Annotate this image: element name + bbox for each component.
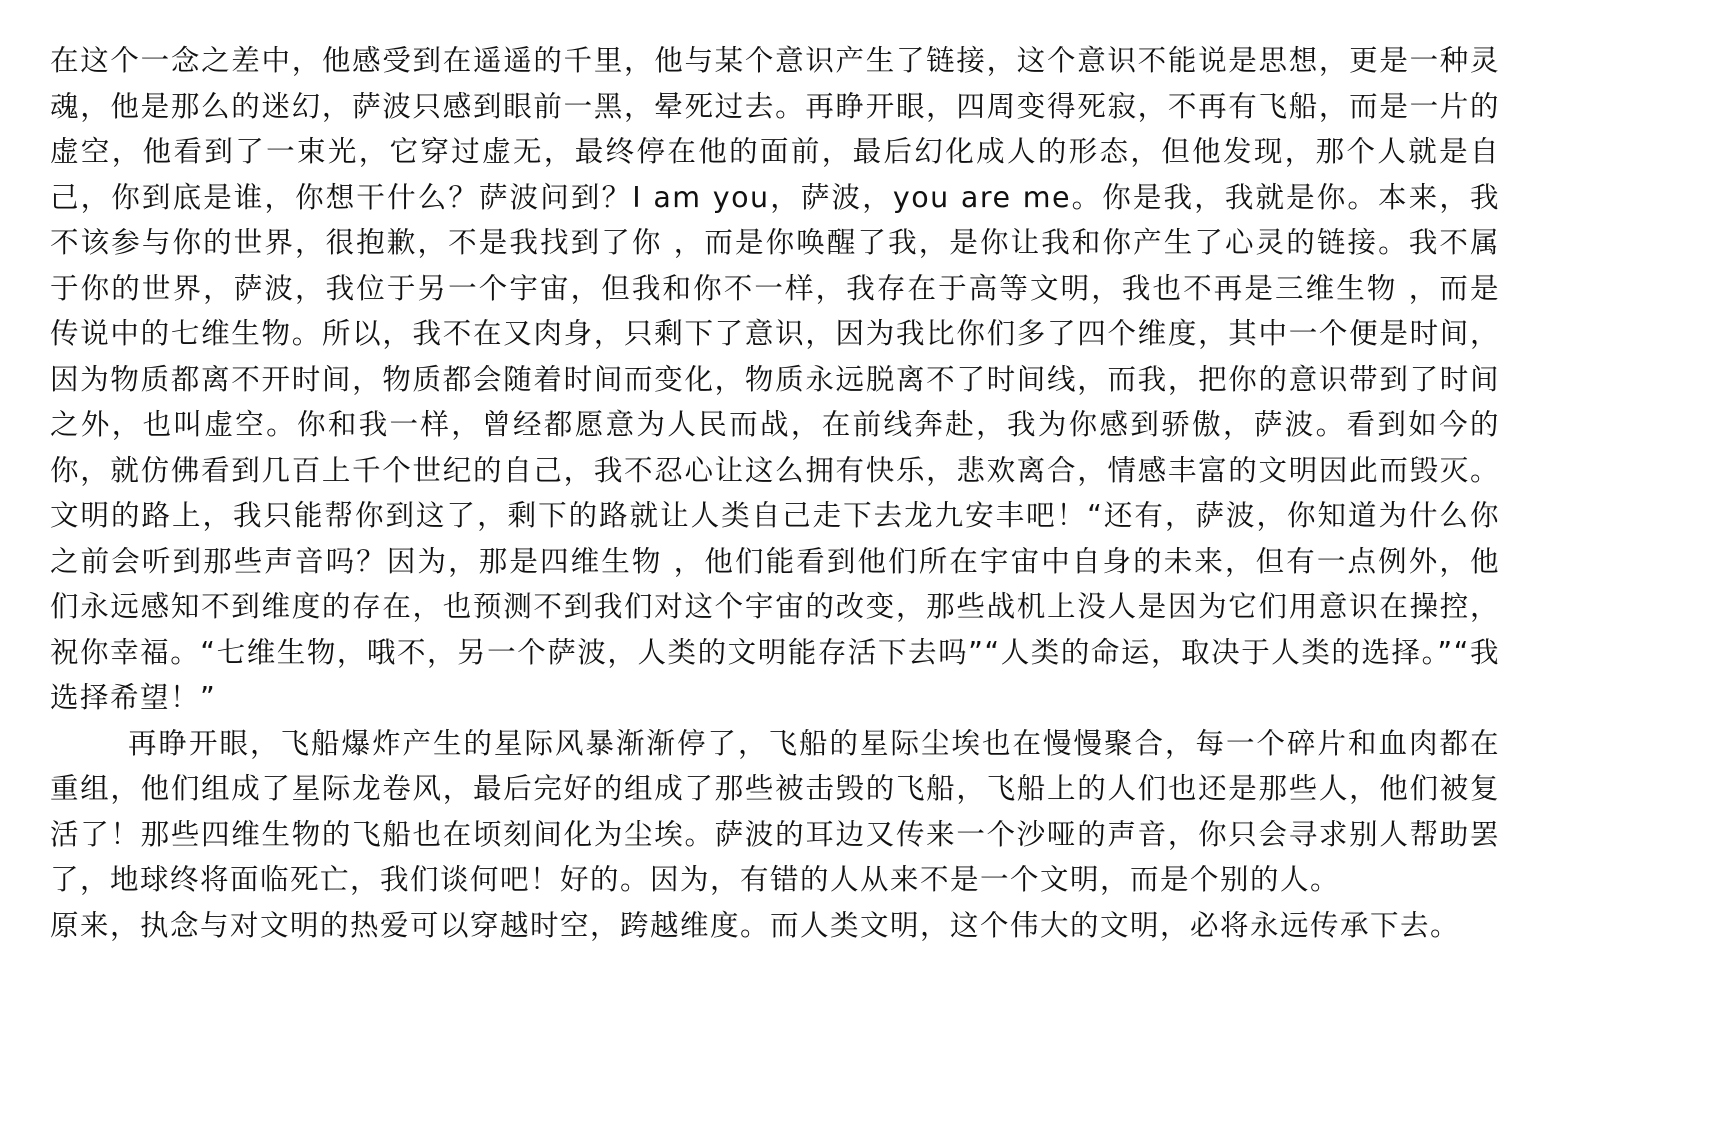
paragraph-3: 原来，执念与对文明的热爱可以穿越时空，跨越维度。而人类文明，这个伟大的文明，必将永远传承下去。 [50, 908, 1461, 942]
paragraph-1: 在这个一念之差中，他感受到在遥遥的千里，他与某个意识产生了链接，这个意识不能说是思想，更是一种灵魂，他是那么的迷幻，萨波只感到眼前一黑，晕死过去。再睁开眼，四周变得死寂，不再有飞船，而是一片的虚空，他看到了一束光，它穿过虚无，最终停在他的面前，最后幻化成人的形态，但他发现，那个人就是自己，你到底是谁，你想干什么？萨波问到？I am you，萨波，you are me。你是我，我就是你。本来，我不该参与你的世界，很抱歉，不是我找到了你 ，而是你唤醒了我，是你让我和你产生了心灵的链接。我不属于你的世界，萨波，我位于另一个宇宙，但我和你不一样，我存在于高等文明，我也不再是三维生物 ，而是传说中的七维生物。所以，我不在又肉身，只剩下了意识，因为我比你们多了四个维度，其中一个便是时间，因为物质都离不开时间，物质都会随着时间而变化，物质永远脱离不了时间线，而我，把你的意识带到了时间之外，也叫虚空。你和我一样，曾经都愿意为人民而战，在前线奔赴，我为你感到骄傲，萨波。看到如今的你，就仿佛看到几百上千个世纪的自己，我不忍心让这么拥有快乐，悲欢离合，情感丰富的文明因此而毁灭。文明的路上，我只能帮你到这了，剩下的路就让人类自己走下去龙九安丰吧！“还有，萨波，你知道为什么你之前会听到那些声音吗？因为，那是四维生物 ，他们能看到他们所在宇宙中自身的未来，但有一点例外，他们永远感知不到维度的存在，也预测不到我们对这个宇宙的改变，那些战机上没人是因为它们用意识在操控，祝你幸福。“七维生物，哦不，另一个萨波，人类的文明能存活下去吗”“人类的命运，取决于人类的选择。”“我选择希望！” [50, 44, 1500, 714]
paragraph-2: 再睁开眼，飞船爆炸产生的星际风暴渐渐停了，飞船的星际尘埃也在慢慢聚合，每一个碎片和血肉都在重组，他们组成了星际龙卷风，最后完好的组成了那些被击毁的飞船，飞船上的人们也还是那些人，他们被复活了！那些四维生物的飞船也在顷刻间化为尘埃。萨波的耳边又传来一个沙哑的声音，你只会寻求别人帮助罢了，地球终将面临死亡，我们谈何吧！好的。因为，有错的人从来不是一个文明，而是个别的人。 [50, 726, 1500, 896]
document-body [50, 38, 1500, 948]
